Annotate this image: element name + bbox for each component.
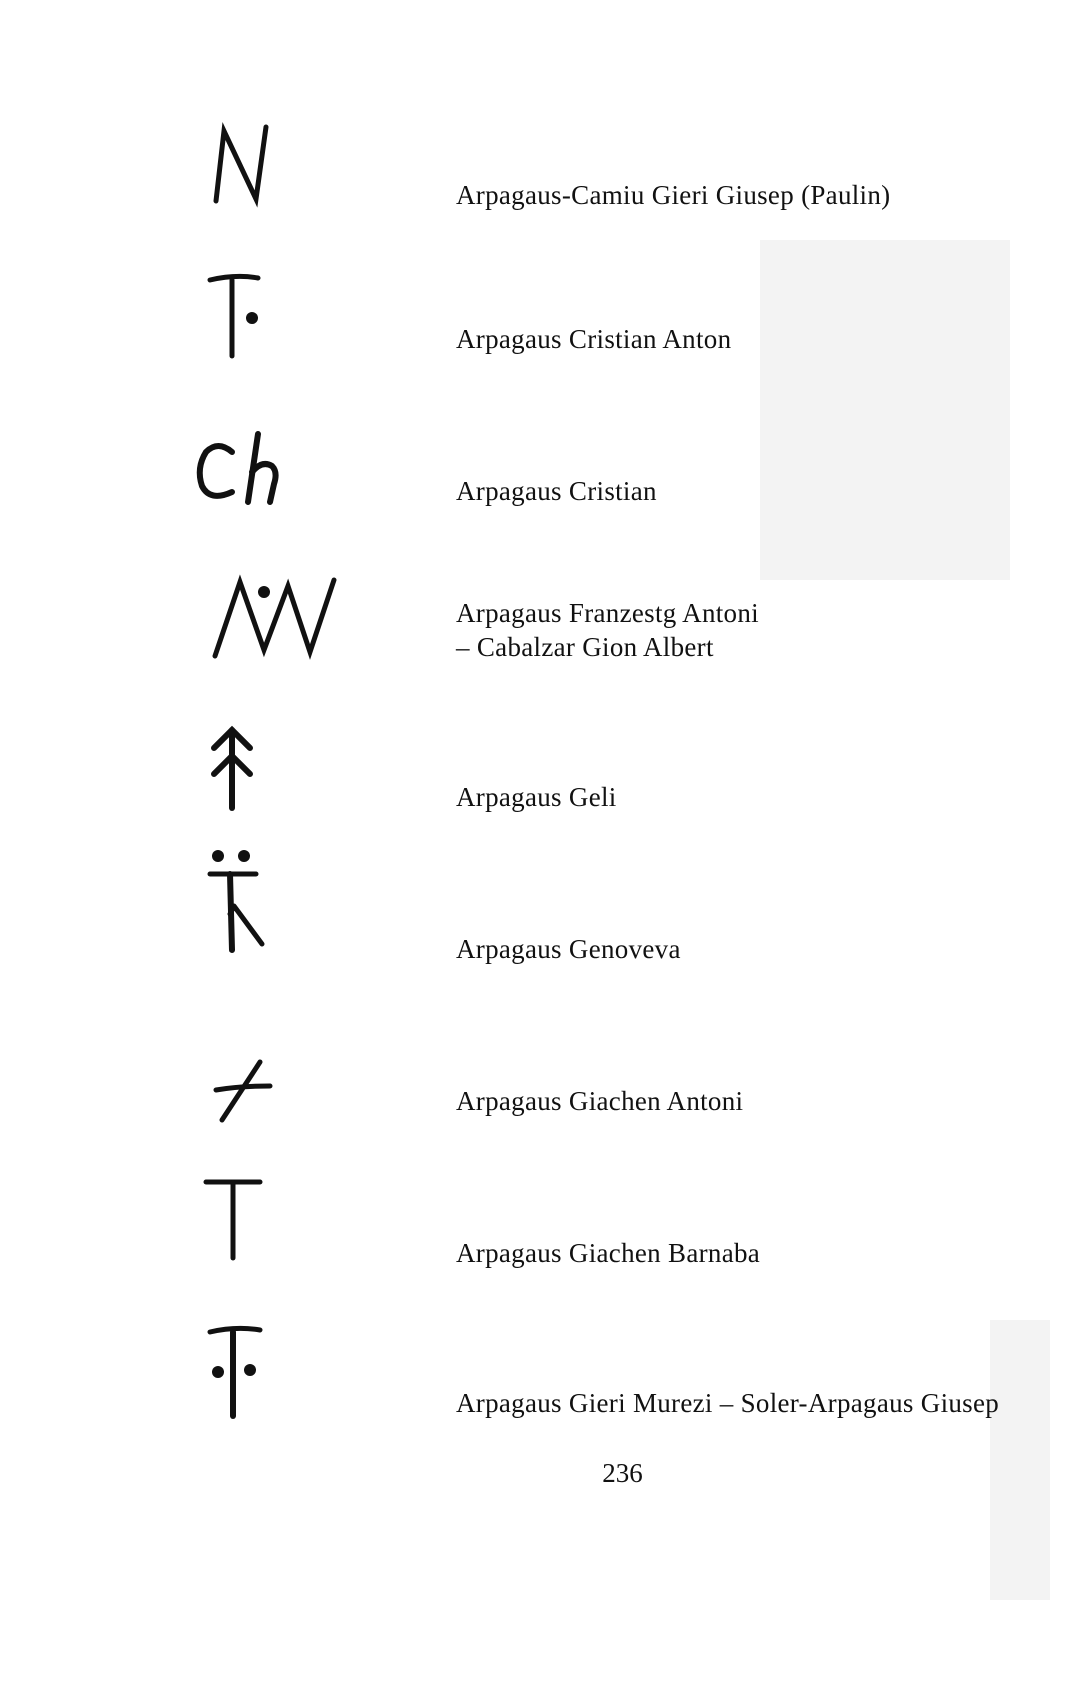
W-dot-mark-icon xyxy=(180,572,380,692)
entry-line: Arpagaus Cristian Anton xyxy=(456,324,732,354)
Ch-mark-icon xyxy=(180,430,380,550)
entry-text xyxy=(456,1084,743,1118)
entry-text xyxy=(456,596,759,664)
entry-line: Arpagaus Genoveva xyxy=(456,934,681,964)
entry-line: Arpagaus Gieri Murezi – Soler-Arpagaus Giusep xyxy=(456,1388,1000,1418)
bleed-through-shading xyxy=(760,240,1010,580)
entry-text xyxy=(456,1386,999,1420)
page-number: 236 xyxy=(602,1458,643,1488)
entry-text xyxy=(456,780,617,814)
entry-line: Arpagaus Geli xyxy=(456,782,617,812)
entry-text xyxy=(456,322,731,356)
slashed-line-mark-icon xyxy=(180,1050,380,1170)
entry-line: Arpagaus Giachen Barnaba xyxy=(456,1238,761,1268)
entry-text xyxy=(456,932,681,966)
entry-line: Arpagaus-Camiu Gieri Giusep (Paulin) xyxy=(456,180,891,210)
entry-text xyxy=(456,178,890,212)
T-two-dots-mark-icon xyxy=(180,1320,380,1440)
arrow-up-mark-icon xyxy=(180,722,380,842)
entry-line: – Cabalzar Gion Albert xyxy=(456,632,714,662)
entry-text xyxy=(456,474,657,508)
T-mark-icon xyxy=(180,1172,380,1292)
T-k-dots-mark-icon xyxy=(180,846,380,966)
N-mark-icon xyxy=(180,125,380,245)
entry-line: Arpagaus Cristian xyxy=(456,476,657,506)
entry-line: Arpagaus Giachen Antoni xyxy=(456,1086,744,1116)
T-dot-mark-icon xyxy=(180,270,380,390)
entry-text xyxy=(456,1236,760,1270)
entry-line: Arpagaus Franzestg Antoni xyxy=(456,598,759,628)
